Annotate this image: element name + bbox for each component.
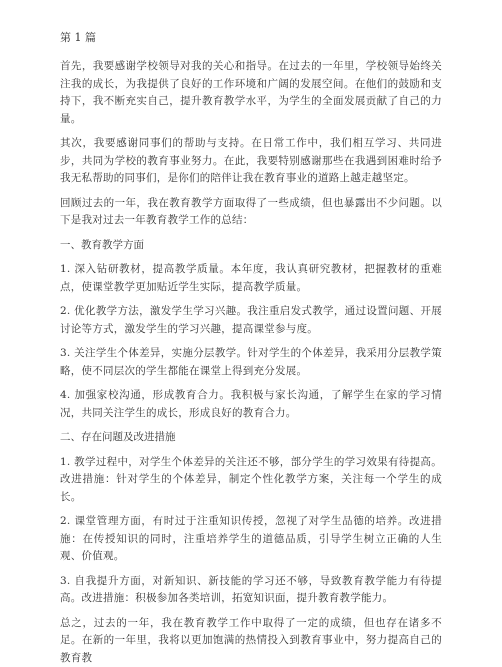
closing-paragraph: 总之，过去的一年，我在教育教学工作中取得了一定的成绩，但也存在诸多不足。在新的一年里，我将以更加饱满的热情投入到教育事业中，努力提高自己的教育教 bbox=[60, 615, 442, 667]
problem-item-3: 3. 自我提升方面，对新知识、新技能的学习还不够，导致教育教学能力有待提高。改进措施：积极参加各类培训，拓宽知识面，提升教育教学能力。 bbox=[60, 573, 442, 608]
section-heading-teaching: 一、教育教学方面 bbox=[60, 237, 442, 255]
teaching-item-3: 3. 关注学生个体差异，实施分层教学。针对学生的个体差异，我采用分层教学策略，使不同层次的学生都能在课堂上得到充分发展。 bbox=[60, 345, 442, 380]
section-heading-problems: 二、存在问题及改进措施 bbox=[60, 429, 442, 447]
intro-paragraph-1: 首先，我要感谢学校领导对我的关心和指导。在过去的一年里，学校领导始终关注我的成长，为我提供了良好的工作环境和广阔的发展空间。在他们的鼓励和支持下，我不断充实自己，提升教育教学水平，为学生的全面发展贡献了自己的力量。 bbox=[60, 58, 442, 128]
teaching-item-2: 2. 优化教学方法，激发学生学习兴趣。我注重启发式教学，通过设置问题、开展讨论等方式，激发学生的学习兴趣，提高课堂参与度。 bbox=[60, 303, 442, 338]
page-label: 第 1 篇 bbox=[60, 30, 442, 46]
intro-paragraph-2: 其次，我要感谢同事们的帮助与支持。在日常工作中，我们相互学习、共同进步，共同为学校的教育事业努力。在此，我要特别感谢那些在我遇到困难时给予我无私帮助的同事们，是你们的陪伴让我在教育事业的道路上越走越坚定。 bbox=[60, 135, 442, 188]
problem-item-2: 2. 课堂管理方面，有时过于注重知识传授，忽视了对学生品德的培养。改进措施：在传授知识的同时，注重培养学生的道德品质，引导学生树立正确的人生观、价值观。 bbox=[60, 513, 442, 566]
teaching-item-1: 1. 深入钻研教材，提高教学质量。本年度，我认真研究教材，把握教材的重难点，使课堂教学更加贴近学生实际，提高教学质量。 bbox=[60, 261, 442, 296]
problem-item-1: 1. 教学过程中，对学生个体差异的关注还不够，部分学生的学习效果有待提高。改进措施：针对学生的个体差异，制定个性化教学方案，关注每一个学生的成长。 bbox=[60, 454, 442, 507]
teaching-item-4: 4. 加强家校沟通，形成教育合力。我积极与家长沟通，了解学生在家的学习情况，共同关注学生的成长，形成良好的教育合力。 bbox=[60, 387, 442, 422]
intro-paragraph-3: 回顾过去的一年，我在教育教学方面取得了一些成绩，但也暴露出不少问题。以下是我对过去一年教育教学工作的总结： bbox=[60, 195, 442, 230]
